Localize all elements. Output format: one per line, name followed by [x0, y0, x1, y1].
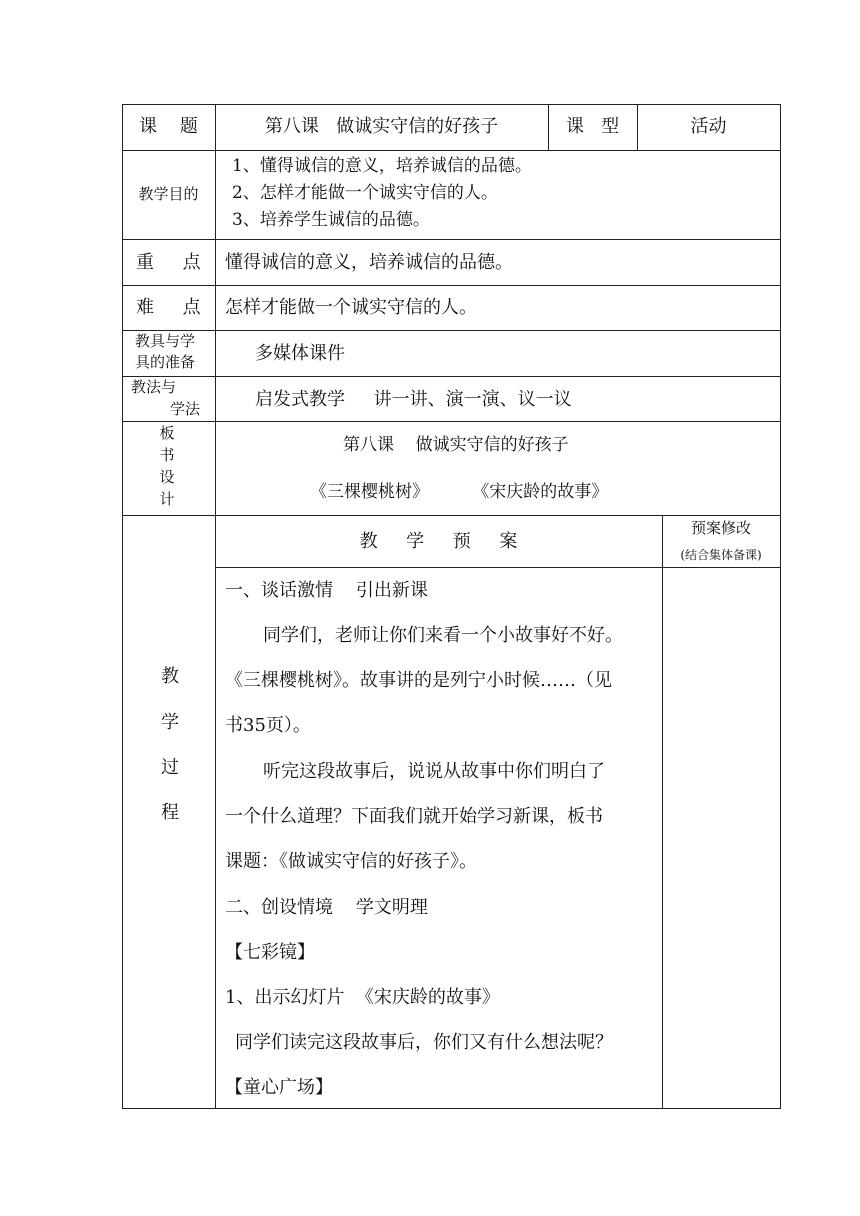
methods-label-line2: 学法	[170, 400, 201, 418]
plan-line: 同学们，老师让你们来看一个小故事好不好。	[263, 625, 623, 646]
lesson-title: 第八课 做诚实守信的好孩子	[264, 116, 499, 137]
objective-item: 3、培养学生诚信的品德。	[232, 210, 430, 230]
objective-item: 1、懂得诚信的意义，培养诚信的品德。	[232, 156, 532, 176]
plan-line: 【童心广场】	[225, 1077, 333, 1098]
lesson-type: 活动	[690, 116, 727, 137]
row-divider	[215, 567, 781, 568]
objectives-label: 教学目的	[138, 185, 199, 203]
row-divider	[122, 376, 781, 377]
plan-line: 1、出示幻灯片 《宋庆龄的故事》	[225, 987, 500, 1008]
row-divider	[122, 515, 781, 516]
board-line-2: 《三棵樱桃树》 《宋庆龄的故事》	[310, 482, 609, 502]
plan-line: 二、创设情境 学文明理	[225, 897, 428, 918]
materials-label-line1: 教具与学	[135, 332, 196, 350]
plan-line: 同学们读完这段故事后，你们又有什么想法呢？	[235, 1032, 613, 1053]
revise-subheader: (结合集体备课)	[680, 548, 762, 562]
methods-value: 启发式教学 讲一讲、演一演、议一议	[255, 389, 572, 410]
plan-line: 一、谈话激情 引出新课	[225, 580, 428, 601]
objective-item: 2、怎样才能做一个诚实守信的人。	[232, 183, 498, 203]
methods-label-line1: 教法与	[131, 378, 177, 396]
table-border-left	[122, 104, 123, 1109]
difficulty-label: 难 点	[136, 297, 201, 318]
table-border-right	[780, 104, 781, 1109]
key-point-label: 重 点	[136, 252, 201, 273]
process-label-char: 过	[161, 757, 179, 778]
row-divider	[122, 239, 781, 240]
column-divider	[215, 104, 216, 1109]
process-label-char: 教	[161, 666, 179, 687]
process-label-char: 学	[161, 712, 179, 733]
difficulty-value: 怎样才能做一个诚实守信的人。	[225, 297, 477, 318]
board-label-char: 板	[159, 424, 175, 442]
plan-line: 《三棵樱桃树》。故事讲的是列宁小时候……（见	[225, 670, 612, 691]
table-border-bottom	[122, 1108, 781, 1109]
materials-value: 多媒体课件	[255, 343, 345, 364]
board-label-char: 书	[159, 446, 175, 464]
row-divider	[122, 150, 781, 151]
row-divider	[122, 421, 781, 422]
plan-line: 【七彩镜】	[225, 942, 315, 963]
row-divider	[122, 285, 781, 286]
column-divider	[662, 515, 663, 1109]
key-point-value: 懂得诚信的意义，培养诚信的品德。	[225, 252, 513, 273]
plan-line: 一个什么道理？下面我们就开始学习新课，板书	[225, 806, 603, 827]
title-label: 课 题	[139, 116, 198, 137]
plan-line: 听完这段故事后，说说从故事中你们明白了	[263, 761, 605, 782]
materials-label-line2: 具的准备	[135, 353, 196, 371]
plan-line: 书35页）。	[225, 715, 311, 736]
plan-header: 教 学 预 案	[359, 531, 518, 552]
plan-line: 课题：《做诚实守信的好孩子》。	[225, 851, 477, 872]
process-label-char: 程	[161, 802, 179, 823]
board-label-char: 设	[159, 468, 175, 486]
board-label-char: 计	[159, 490, 175, 508]
row-divider	[122, 330, 781, 331]
table-border-top	[122, 104, 781, 105]
revise-header: 预案修改	[690, 519, 751, 537]
type-label: 课 型	[565, 116, 620, 137]
board-line-1: 第八课 做诚实守信的好孩子	[343, 435, 569, 455]
